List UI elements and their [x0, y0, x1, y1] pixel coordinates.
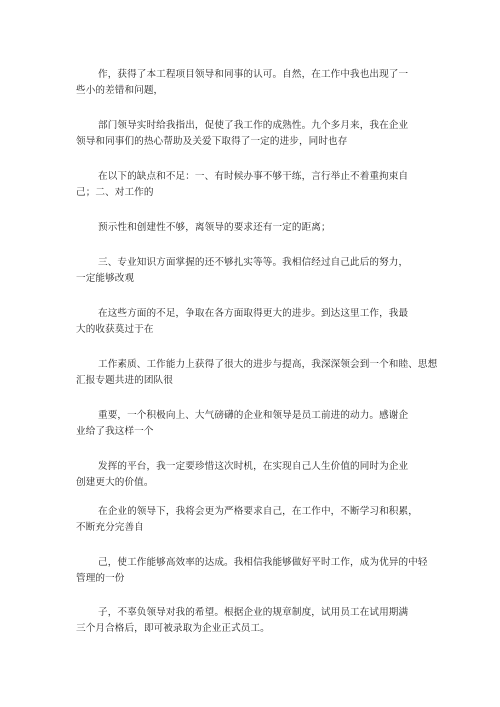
text-line: 在这些方面的不足，争取在各方面取得更大的进步。到达这里工作，我最 — [98, 308, 409, 319]
text-line: 子，不辜负领导对我的希望。根据企业的规章制度，试用员工在试用期满 — [98, 607, 409, 618]
text-line: 业给了我这样一个 — [76, 426, 154, 437]
text-line: 三、专业知识方面掌握的还不够扎实等等。我相信经过自己此后的努力， — [98, 257, 409, 268]
text-line: 在以下的缺点和不足：一、有时候办事不够干练，言行举止不着重拘束自 — [98, 171, 409, 182]
text-line: 领导和同事们的热心帮助及关爱下取得了一定的进步，同时也存 — [76, 136, 348, 147]
text-line: 部门领导实时给我指出，促使了我工作的成熟性。九个多月来，我在企业 — [98, 120, 409, 131]
text-line: 三个月合格后，即可被录取为企业正式员工。 — [76, 623, 270, 634]
text-line: 己，使工作能够高效率的达成。我相信我能够做好平时工作，成为优异的中轻 — [98, 557, 428, 568]
text-line: 工作素质、工作能力上获得了很大的进步与提高，我深深领会到一个和睦、思想 — [98, 359, 438, 370]
text-line: 在企业的领导下，我将会更为严格要求自己，在工作中，不断学习和积累， — [98, 506, 418, 517]
text-line: 管理的一份 — [76, 573, 125, 584]
text-line: 己；二、对工作的 — [76, 187, 154, 198]
text-line: 一定能够改观 — [76, 273, 135, 284]
text-line: 发挥的平台，我一定要珍惜这次时机，在实现自己人生价值的同时为企业 — [98, 461, 409, 472]
text-line: 重要，一个积极向上、大气磅礴的企业和领导是员工前进的动力。感谢企 — [98, 410, 409, 421]
text-line: 创建更大的价值。 — [76, 477, 154, 488]
text-line: 作，获得了本工程项目领导和同事的认可。自然，在工作中我也出现了一 — [98, 69, 409, 80]
text-line: 预示性和创建性不够，离领导的要求还有一定的距离； — [98, 222, 331, 233]
text-line: 大的收获莫过于在 — [76, 324, 154, 335]
text-line: 汇报专题共进的团队很 — [76, 375, 173, 386]
text-line: 些小的差错和问题， — [76, 85, 164, 96]
text-line: 不断充分完善自 — [76, 522, 144, 533]
